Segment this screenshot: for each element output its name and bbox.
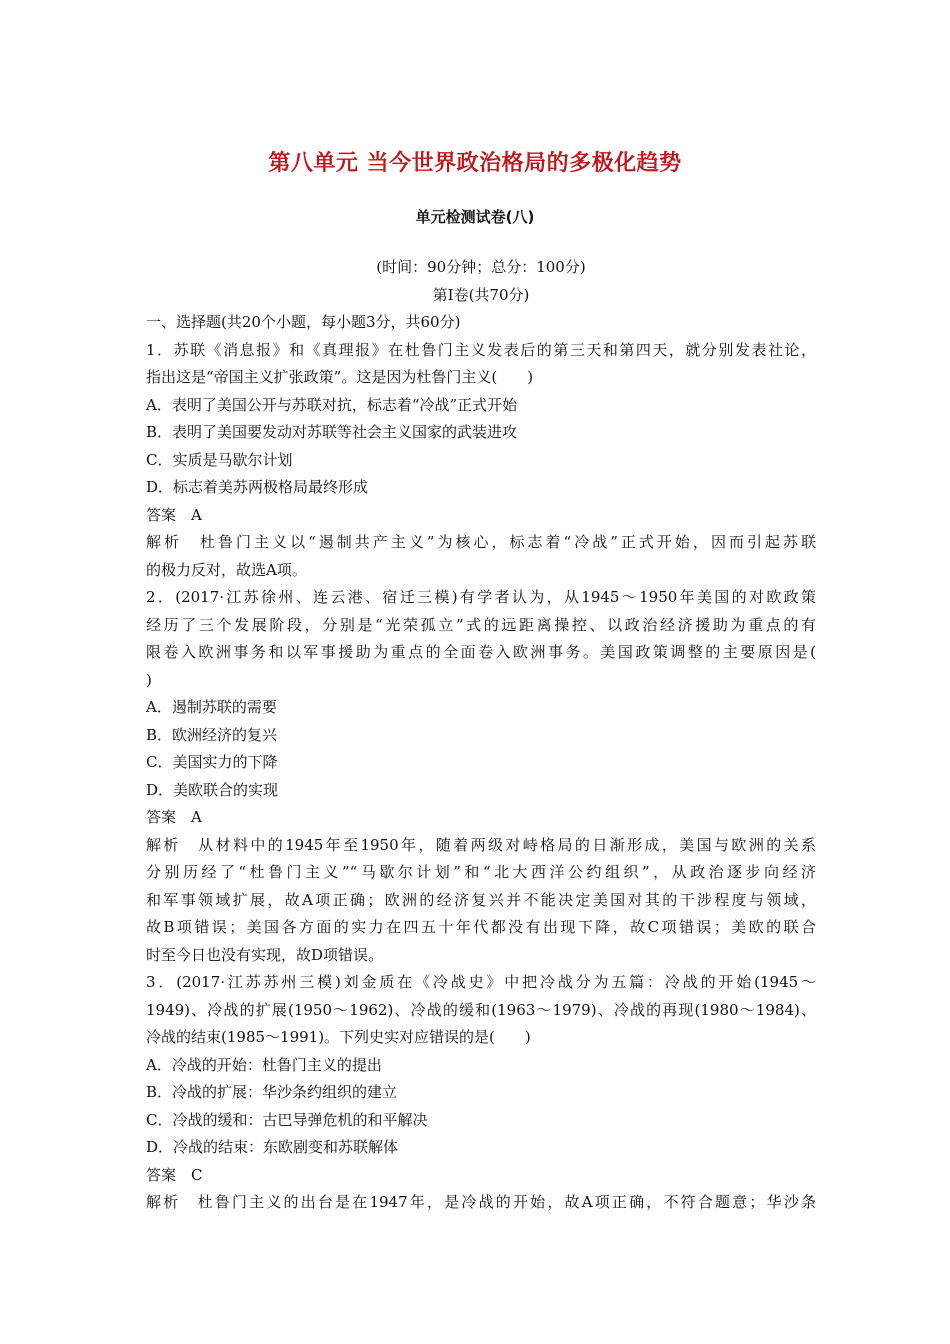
option-a: A．冷战的开始：杜鲁门主义的提出: [146, 1055, 382, 1074]
question-stem-line: 2．(2017·江苏徐州、连云港、宿迁三模)有学者认为，从1945～1950年美国的对欧政策: [146, 588, 816, 606]
question-stem-line: 1．苏联《消息报》和《真理报》在杜鲁门主义发表后的第三天和第四天，就分别发表社论，: [146, 340, 816, 359]
analysis-line: 解析 杜鲁门主义以“遏制共产主义”为核心，标志着“冷战”正式开始，因而引起苏联: [146, 533, 816, 551]
analysis-line: 故B项错误；美国各方面的实力在四五十年代都没有出现下降，故C项错误；美欧的联合: [146, 918, 816, 936]
volume-heading: 第Ⅰ卷(共70分): [432, 285, 530, 304]
option-b: B．表明了美国要发动对苏联等社会主义国家的武装进攻: [146, 423, 518, 441]
question-stem-line: 3．(2017·江苏苏州三模)刘金质在《冷战史》中把冷战分为五篇：冷战的开始(1945～: [146, 973, 816, 991]
section-heading: 一、选择题(共20个小题，每小题3分，共60分): [146, 313, 461, 331]
analysis-line: 的极力反对，故选A项。: [146, 560, 307, 579]
option-c: C．实质是马歇尔计划: [146, 450, 293, 469]
answer: 答案 C: [146, 1165, 203, 1184]
option-c: C．美国实力的下降: [146, 753, 278, 771]
exam-info: (时间：90分钟；总分：100分): [376, 258, 586, 276]
question-3: [146, 969, 816, 1217]
option-c: C．冷战的缓和：古巴导弹危机的和平解决: [146, 1110, 428, 1129]
question-stem-line: 经历了三个发展阶段，分别是“光荣孤立”式的远距离操控、以政治经济援助为重点的有: [146, 615, 816, 634]
analysis-line: 分别历经了“杜鲁门主义”“马歇尔计划”和“北大西洋公约组织”，从政治逐步向经济: [146, 863, 816, 881]
option-a: A．表明了美国公开与苏联对抗，标志着“冷战”正式开始: [146, 395, 518, 414]
question-stem-line: 限卷入欧洲事务和以军事援助为重点的全面卷入欧洲事务。美国政策调整的主要原因是(: [146, 643, 816, 661]
analysis-line: 解析 杜鲁门主义的出台是在1947年，是冷战的开始，故A项正确，不符合题意；华沙条: [146, 1193, 816, 1211]
question-stem-line: 冷战的结束(1985～1991)。下列史实对应错误的是( ): [146, 1028, 531, 1046]
answer: 答案 A: [146, 808, 202, 826]
question-1: [146, 337, 816, 585]
answer: 答案 A: [146, 505, 202, 524]
option-b: B．冷战的扩展：华沙条约组织的建立: [146, 1083, 398, 1101]
paper-subtitle: 单元检测试卷(八): [415, 208, 535, 226]
option-a: A．遏制苏联的需要: [146, 698, 277, 716]
question-stem-line: 1949)、冷战的扩展(1950～1962)、冷战的缓和(1963～1979)、冷战的再现(1980～1984)、: [146, 1000, 816, 1019]
analysis-line: 时至今日也没有实现，故D项错误。: [146, 945, 384, 964]
question-stem-line: 指出这是“帝国主义扩张政策”。这是因为杜鲁门主义( ): [146, 368, 534, 386]
page-title: 第八单元 当今世界政治格局的多极化趋势: [268, 151, 682, 176]
option-d: D．美欧联合的实现: [146, 780, 279, 799]
document-body: [146, 254, 816, 1217]
question-stem-line: ): [146, 670, 152, 689]
analysis-line: 和军事领域扩展，故A项正确；欧洲的经济复兴并不能决定美国对其的干涉程度与领域，: [146, 890, 816, 909]
option-d: D．标志着美苏两极格局最终形成: [146, 478, 369, 496]
question-2: [146, 584, 816, 969]
option-d: D．冷战的结束：东欧剧变和苏联解体: [146, 1138, 399, 1156]
option-b: B．欧洲经济的复兴: [146, 725, 278, 744]
analysis-line: 解析 从材料中的1945年至1950年，随着两级对峙格局的日渐形成，美国与欧洲的关系: [146, 835, 816, 854]
